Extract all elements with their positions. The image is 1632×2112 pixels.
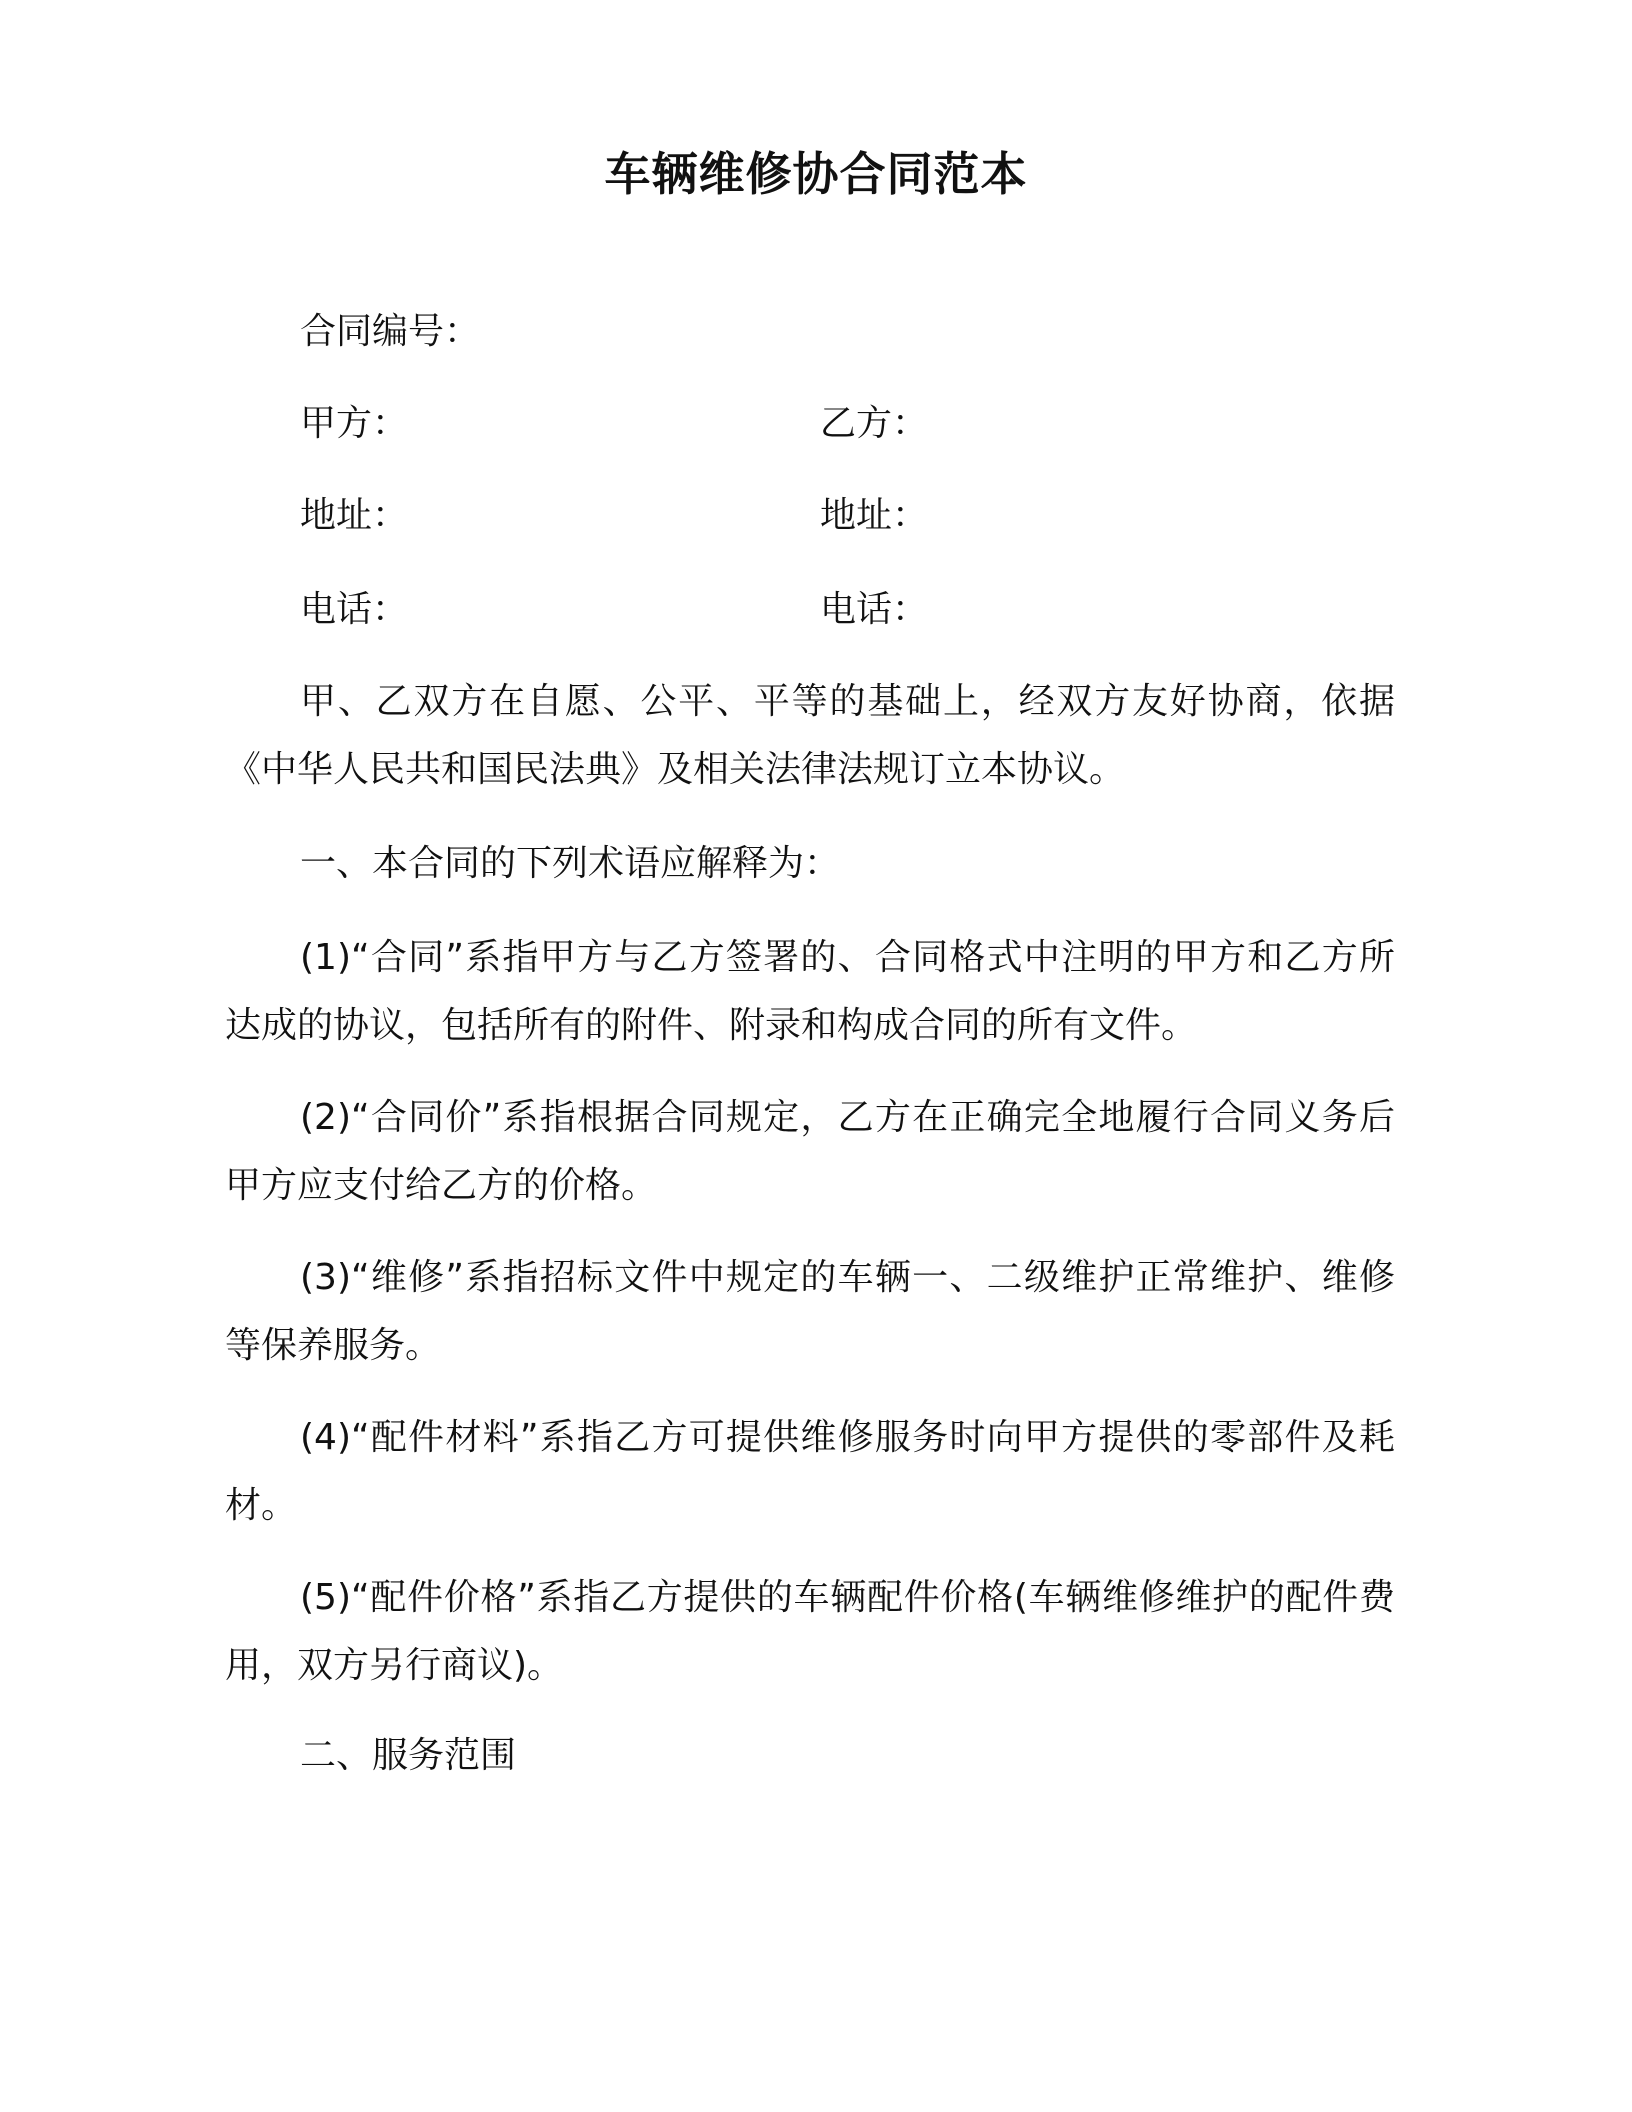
party-b-address-label: 地址：: [820, 495, 929, 536]
section-2-heading: 二、服务范围: [300, 1735, 517, 1776]
party-b-phone-label: 电话：: [820, 589, 929, 630]
section-1-heading: 一、本合同的下列术语应解释为：: [300, 843, 841, 884]
party-a-address-label: 地址：: [300, 495, 409, 536]
term-4-paragraph: (4)“配件材料”系指乙方可提供维修服务时向甲方提供的零部件及耗材。: [225, 1417, 1395, 1526]
party-a-phone-label: 电话：: [300, 589, 409, 630]
term-2-paragraph: (2)“合同价”系指根据合同规定，乙方在正确完全地履行合同义务后甲方应支付给乙方的价格。: [225, 1097, 1395, 1206]
term-3-paragraph: (3)“维修”系指招标文件中规定的车辆一、二级维护正常维护、维修等保养服务。: [225, 1257, 1395, 1366]
intro-paragraph: 甲、乙双方在自愿、公平、平等的基础上，经双方友好协商，依据《中华人民共和国民法典》及相关法律法规订立本协议。: [225, 681, 1395, 790]
term-1-paragraph: (1)“合同”系指甲方与乙方签署的、合同格式中注明的甲方和乙方所达成的协议，包括所有的附件、附录和构成合同的所有文件。: [225, 937, 1395, 1046]
party-b-label: 乙方：: [820, 403, 929, 444]
party-a-label: 甲方：: [300, 403, 409, 444]
contract-number-label: 合同编号：: [300, 311, 481, 352]
document-title: 车辆维修协合同范本: [604, 147, 1028, 201]
term-5-paragraph: (5)“配件价格”系指乙方提供的车辆配件价格(车辆维修维护的配件费用，双方另行商议)。: [225, 1577, 1395, 1686]
